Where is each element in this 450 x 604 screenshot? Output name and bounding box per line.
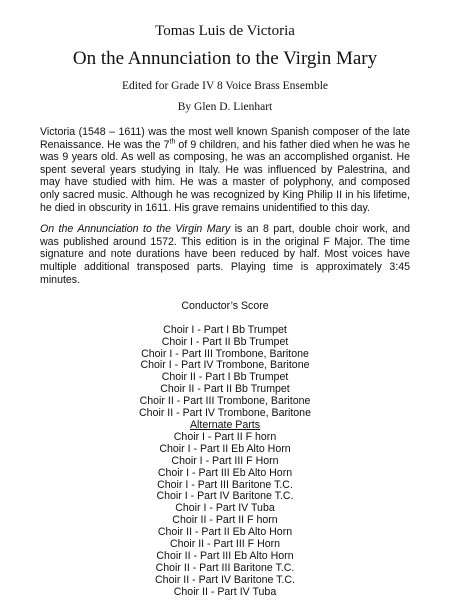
part-list-item: Choir I - Part IV Trombone, Baritone <box>140 359 310 372</box>
edition-subtitle: Edited for Grade IV 8 Voice Brass Ensemble <box>122 80 328 92</box>
alternate-part-list-item: Choir II - Part III Eb Alto Horn <box>156 549 294 562</box>
edition-notes-paragraph <box>40 223 410 286</box>
conductors-score-heading: Conductor’s Score <box>181 300 269 313</box>
bio-text-end: of 9 children, and his father died when he was he was 9 years old. As well as composing, he was an accomplished organist. He spent several years studying in Italy. He was influenced by Palestrina, and may have studied with him. He was a master of polyphony, and composed only sacred music. Although he was recognized by King Philip II in his lifetime, he died in obscurity in 1611. His grave remains unidentified to this day. <box>40 138 411 214</box>
arranger-byline: By Glen D. Lienhart <box>177 101 273 113</box>
alternate-part-list-item: Choir II - Part IV Baritone T.C. <box>155 573 295 586</box>
ordinal-superscript: th <box>169 138 176 146</box>
composer-bio-paragraph <box>40 126 410 214</box>
alternate-parts-heading: Alternate Parts <box>189 418 261 431</box>
alternate-part-list-item: Choir I - Part IV Baritone T.C. <box>156 490 294 503</box>
parts-list <box>40 325 410 599</box>
notes-text: is an 8 part, double choir work, and was published around 1572. This edition is in the original F Major. The time signature and note durations have been reduced by half. Most voices have multiple additional transposed parts. Playing time is approximately 3:45 minutes. <box>40 223 410 286</box>
alternate-part-list-item: Choir II - Part II F horn <box>172 514 278 527</box>
notes-italic-title: On the Annunciation to the Virgin Mary <box>40 223 231 236</box>
part-list-item: Choir I - Part II Bb Trumpet <box>161 335 289 348</box>
part-list-item: Choir I - Part I Bb Trumpet <box>163 323 287 336</box>
alternate-part-list-item: Choir II - Part II Eb Alto Horn <box>157 526 293 539</box>
alternate-part-list-item: Choir II - Part III Baritone T.C. <box>155 561 295 574</box>
part-list-item: Choir II - Part IV Trombone, Baritone <box>139 407 311 420</box>
document-page <box>0 22 450 604</box>
alternate-part-list-item: Choir I - Part II Eb Alto Horn <box>159 442 291 455</box>
alternate-part-list-item: Choir I - Part III Baritone T.C. <box>157 478 293 491</box>
bio-text-start: Victoria (1548 – 1611) was the most well known Spanish composer of the late Renaissance. He was the 7 <box>40 126 410 151</box>
part-list-item: Choir II - Part II Bb Trumpet <box>160 383 290 396</box>
alternate-part-list-item: Choir I - Part IV Tuba <box>175 502 275 515</box>
alternate-part-list-item: Choir II - Part III F Horn <box>169 538 281 551</box>
alternate-part-list-item: Choir II - Part IV Tuba <box>173 585 277 598</box>
alternate-part-list-item: Choir I - Part III Eb Alto Horn <box>157 466 293 479</box>
part-list-item: Choir II - Part III Trombone, Baritone <box>139 395 311 408</box>
piece-title: On the Annunciation to the Virgin Mary <box>72 48 378 69</box>
alternate-part-list-item: Choir I - Part III F Horn <box>171 454 279 467</box>
part-list-item: Choir II - Part I Bb Trumpet <box>161 371 289 384</box>
composer-name: Tomas Luis de Victoria <box>155 23 295 39</box>
alternate-part-list-item: Choir I - Part II F horn <box>173 430 277 443</box>
part-list-item: Choir I - Part III Trombone, Baritone <box>141 347 309 360</box>
